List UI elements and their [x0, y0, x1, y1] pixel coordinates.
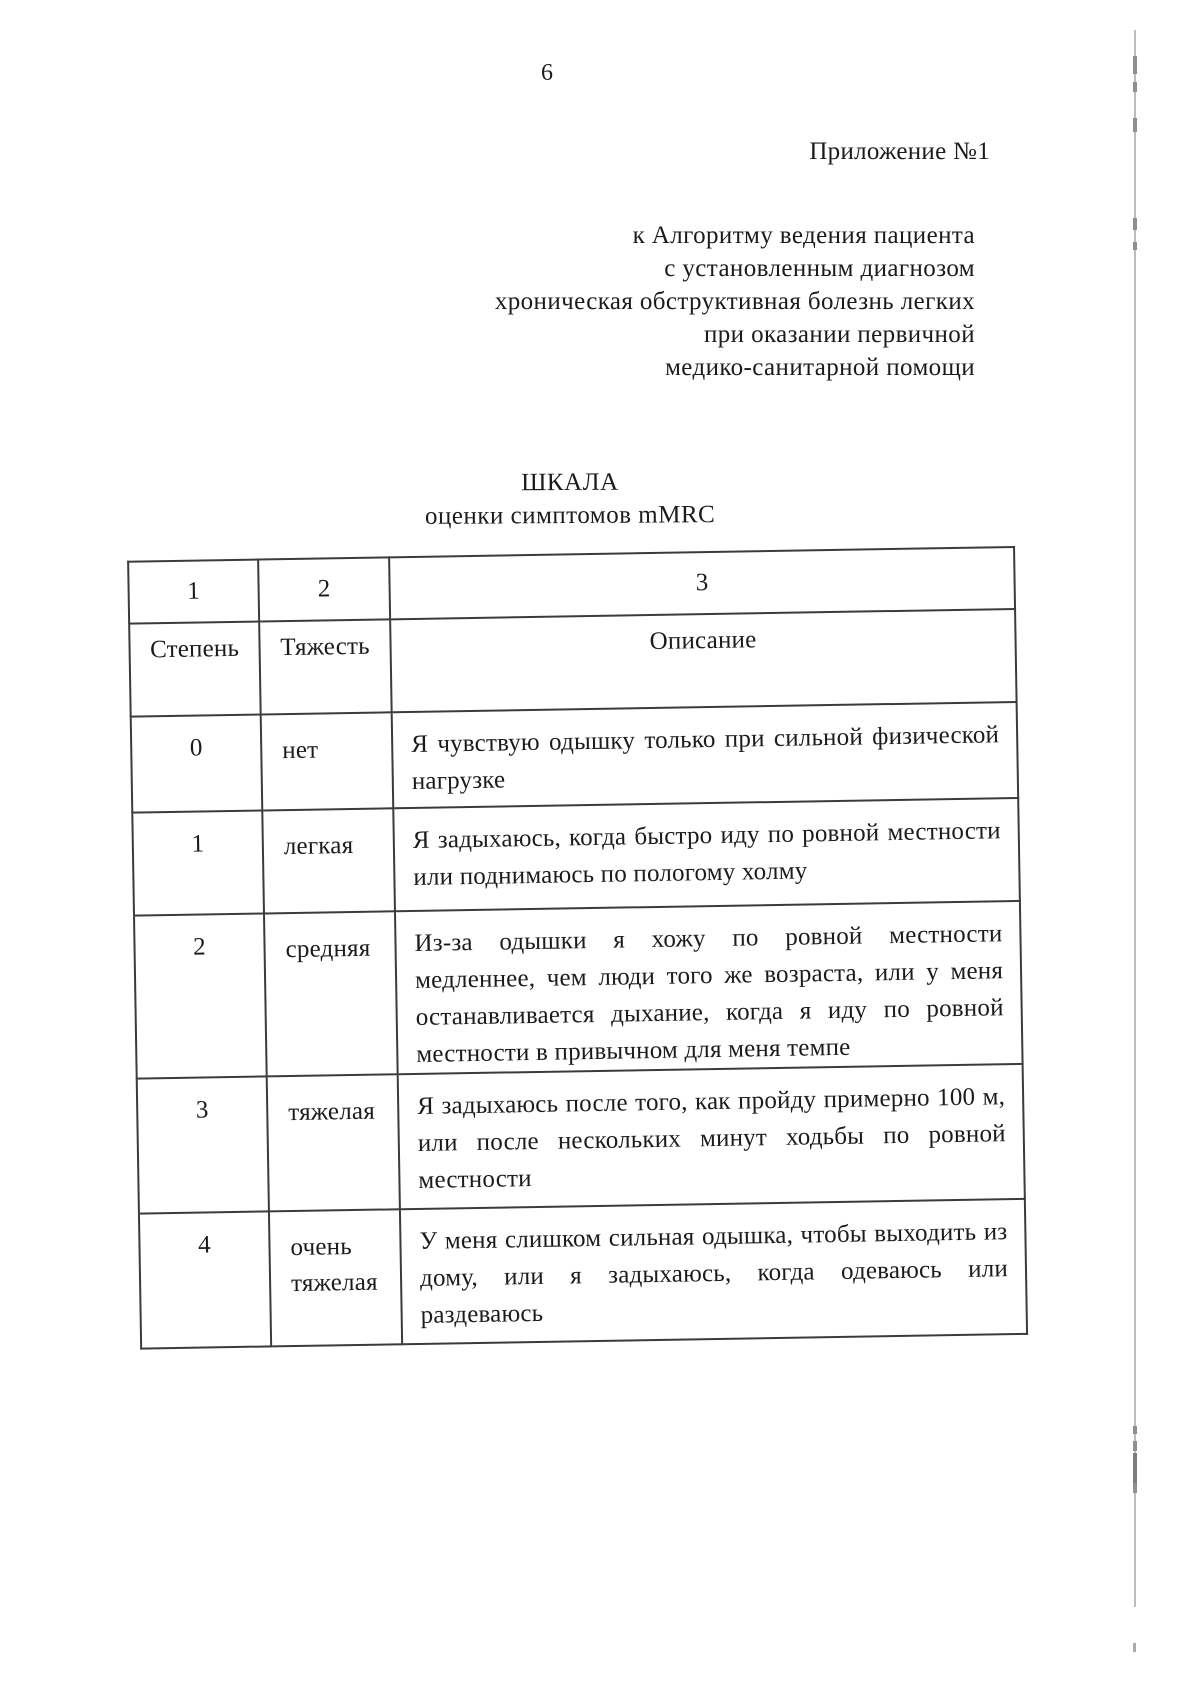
scan-artifact-dash	[1133, 242, 1137, 250]
degree-cell: 3	[137, 1076, 269, 1213]
table-row	[137, 1064, 1025, 1214]
scan-artifact-dash	[1133, 1483, 1137, 1493]
scan-artifact-dash	[1133, 56, 1137, 74]
description-cell: Я чувствую одышку только при сильной физической нагрузке	[392, 702, 1019, 808]
header-degree: Степень	[129, 622, 261, 717]
document-header-block	[495, 219, 975, 384]
scan-artifact-line	[1134, 30, 1136, 1607]
column-number-2: 2	[258, 557, 390, 621]
severity-cell: легкая	[262, 808, 395, 913]
scan-artifact-tick	[1133, 1643, 1136, 1652]
degree-cell: 4	[139, 1211, 271, 1348]
degree-cell: 2	[134, 913, 267, 1078]
scan-artifact-dash	[1133, 82, 1137, 92]
header-line: с установленным диагнозом	[664, 255, 975, 282]
description-cell: Я задыхаюсь после того, как пройду примерно 100 м, или после нескольких минут ходьбы по ровной местности	[398, 1064, 1025, 1209]
title-line-1: ШКАЛА	[521, 468, 619, 497]
header-line: к Алгоритму ведения пациента	[632, 222, 975, 249]
scan-artifact-dash	[1133, 218, 1137, 230]
scan-artifact-dash	[1133, 1426, 1137, 1434]
header-severity: Тяжесть	[259, 619, 392, 714]
severity-cell: очень тяжелая	[269, 1209, 402, 1346]
table-row	[132, 798, 1020, 916]
description-cell: Из-за одышки я хожу по ровной местности медленнее, чем люди того же возраста, или у меня останавливается дыхание, когда я иду по ровной местности в привычном для меня темпе	[395, 901, 1023, 1074]
column-header-row	[129, 609, 1016, 717]
severity-cell: средняя	[264, 911, 398, 1076]
header-line: медико-санитарной помощи	[665, 354, 975, 381]
header-description: Описание	[390, 609, 1016, 712]
severity-cell: тяжелая	[267, 1074, 400, 1211]
scan-artifact-dash	[1133, 118, 1137, 132]
table-row	[131, 702, 1018, 813]
degree-cell: 0	[131, 714, 263, 812]
mmrc-table-wrapper	[127, 546, 1026, 1350]
description-cell: Я задыхаюсь, когда быстро иду по ровной местности или поднимаюсь по пологому холму	[393, 798, 1020, 911]
mmrc-scale-table	[127, 546, 1028, 1350]
header-line: хроническая обструктивная болезнь легких	[494, 288, 975, 315]
description-cell: У меня слишком сильная одышка, чтобы выходить из дому, или я задыхаюсь, когда одеваюсь или раздеваюсь	[400, 1199, 1027, 1344]
scan-artifact-dash	[1133, 1453, 1137, 1487]
header-line: при оказании первичной	[703, 321, 975, 348]
title-line-2: оценки симптомов mMRC	[424, 501, 716, 530]
column-number-1: 1	[128, 560, 259, 624]
scan-artifact-dash	[1133, 1441, 1137, 1451]
severity-cell: нет	[261, 712, 394, 810]
page-number: 6	[541, 60, 553, 86]
table-row	[134, 901, 1023, 1079]
degree-cell: 1	[132, 810, 264, 915]
appendix-label: Приложение №1	[809, 138, 990, 165]
document-title	[127, 463, 1013, 534]
table-row	[139, 1199, 1027, 1349]
column-number-3: 3	[389, 547, 1015, 619]
